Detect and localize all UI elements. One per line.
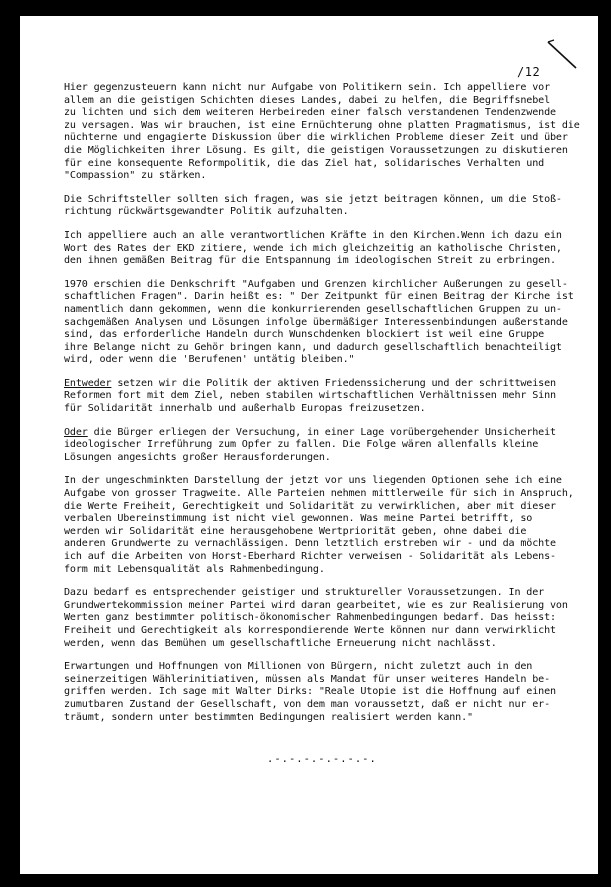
text-line: Wort des Rates der EKD zitiere, wende ich mich gleichzeitig an katholische Christen, xyxy=(64,242,562,254)
text-line: ideologischer Irreführung zum Opfer zu fallen. Die Folge wären allenfalls kleine xyxy=(64,439,539,451)
paragraph xyxy=(64,427,582,465)
text-line: werden wir Solidarität eine herausgehobene Wertpriorität geben, ohne dabei die xyxy=(64,525,527,537)
paragraph xyxy=(64,194,582,219)
text-line: für Solidarität innerhalb und außerhalb Europas freizusetzen. xyxy=(64,403,426,415)
paragraph xyxy=(64,661,582,724)
text-line: 1970 erschien die Denkschrift "Aufgaben und Grenzen kirchlicher Äußerungen zu gesell- xyxy=(64,278,568,290)
text-line: Ich appelliere auch an alle verantwortlichen Kräfte in den Kirchen.Wenn ich dazu ein xyxy=(64,229,562,241)
text-line: sachgemäßen Analysen und Lösungen infolge übermäßiger Interessenbindungen außerstande xyxy=(64,316,568,328)
text-line: Dazu bedarf es entsprechender geistiger und struktureller Voraussetzungen. In der xyxy=(64,587,545,599)
text-line: Freiheit und Gerechtigkeit als korrespondierende Werte können nur dann verwirklicht xyxy=(64,624,556,636)
text-line: Hier gegenzusteuern kann nicht nur Aufgabe von Politikern sein. Ich appelliere vor xyxy=(64,82,551,93)
text-line: namentlich dann gekommen, wenn die konkurrierenden gesellschaftlichen Gruppen zu un- xyxy=(64,303,562,315)
text-line: ihre Belange nicht zu Gehör bringen kann, und dadurch gesellschaftlich benachteiligt xyxy=(64,341,562,353)
text-line: anderen Grundwerte zu vernachlässigen. Denn letztlich erstreben wir - und da möchte xyxy=(64,538,556,550)
text-line: den ihnen gemäßen Beitrag für die Entspannung im ideologischen Streit zu erbringen. xyxy=(64,255,556,267)
end-divider: .-.-.-.-.-.-.-. xyxy=(267,753,377,765)
underlined-lead-word: Oder xyxy=(64,426,88,438)
text-line: werden, wenn das Bemühen um gesellschaftliche Erneuerung nicht nachlässt. xyxy=(64,637,497,649)
text-line: verbalen Übereinstimmung ist nicht viel gewonnen. Was meine Partei betrifft, so xyxy=(64,513,533,525)
text-line: schaftlichen Fragen". Darin heißt es: " Der Zeitpunkt für einen Beitrag der Kirche ist xyxy=(64,291,574,303)
text-line: die Möglichkeiten ihrer Lösung. Es gilt, die geistigen Voraussetzungen zu diskutieren xyxy=(64,144,568,156)
text-line: griffen werden. Ich sage mit Walter Dirks: "Reale Utopie ist die Hoffnung auf einen xyxy=(64,686,556,698)
text-line: "Compassion" zu stärken. xyxy=(64,170,207,182)
text-line: zumutbaren Zustand der Gesellschaft, von dem man voraussetzt, daß er nicht nur er- xyxy=(64,698,551,710)
text-line-rest: setzen wir die Politik der aktiven Friedenssicherung und der schrittweisen xyxy=(111,377,556,389)
text-line: allem an die geistigen Schichten dieses Landes, dabei zu helfen, die Begriffsnebel xyxy=(64,94,551,106)
text-line: die Werte Freiheit, Gerechtigkeit und Solidarität zu verwirklichen, aber mit dieser xyxy=(64,500,556,512)
underlined-lead-word: Entweder xyxy=(64,377,112,389)
text-line: Reformen fort mit dem Ziel, neben stabilen wirtschaftlichen Verhältnissen mehr Sinn xyxy=(64,390,556,402)
text-line: zu lichten und sich dem weiteren Herbeireden einer falsch verstandenen Tendenzwende xyxy=(64,107,556,119)
text-line: Aufgabe von grosser Tragweite. Alle Parteien nehmen mittlerweile für sich in Anspruch, xyxy=(64,488,574,500)
paragraph xyxy=(64,587,582,650)
text-line: form mit Lebensqualität als Rahmenbedingung. xyxy=(64,563,325,575)
text-line-rest: die Bürger erliegen der Versuchung, in einer Lage vorübergehender Unsicherheit xyxy=(87,426,556,438)
paragraph xyxy=(64,378,582,416)
paragraph xyxy=(64,279,582,367)
text-line: seinerzeitigen Wählerinitiativen, müssen als Mandat für unser weiteres Handeln be- xyxy=(64,673,551,685)
text-line: ich auf die Arbeiten von Horst-Eberhard Richter verweisen - Solidarität als Lebens- xyxy=(64,551,556,562)
text-line: Lösungen angesichts großer Herausforderungen. xyxy=(64,451,331,463)
text-line: zu versagen. Was wir brauchen, ist eine Ernüchterung ohne platten Pragmatismus, ist die xyxy=(64,119,580,131)
text-line: träumt, sondern unter bestimmten Bedingungen realisiert werden kann." xyxy=(64,711,473,723)
document-page xyxy=(20,16,598,874)
text-line: Werten ganz bestimmter politisch-ökonomischer Rahmenbedingungen bedarf. Das heisst: xyxy=(64,612,556,624)
text-line: Erwartungen und Hoffnungen von Millionen von Bürgern, nicht zuletzt auch in den xyxy=(64,661,533,673)
text-line: sind, das erforderliche Handeln durch Wunschdenken blockiert ist weil eine Gruppe xyxy=(64,329,545,341)
text-line: richtung rückwärtsgewandter Politik aufzuhalten. xyxy=(64,206,349,218)
page-number: /12 xyxy=(517,65,541,79)
paragraph xyxy=(64,475,582,576)
text-line xyxy=(64,427,582,440)
text-line xyxy=(64,378,582,391)
paragraph xyxy=(64,230,582,268)
text-line: wird, oder wenn die 'Berufenen' untätig bleiben." xyxy=(64,354,355,366)
text-line: Grundwertekommission meiner Partei wird daran gearbeitet, wie es zur Realisierung von xyxy=(64,599,568,611)
text-line: nüchterne und engagierte Diskussion über die wirklichen Probleme dieser Zeit und über xyxy=(64,132,568,144)
text-line: Die Schriftsteller sollten sich fragen, was sie jetzt beitragen können, um die Stoß- xyxy=(64,193,562,205)
paragraph xyxy=(64,82,582,183)
document-body xyxy=(64,82,582,735)
text-line: In der ungeschminkten Darstellung der jetzt vor uns liegenden Optionen sehe ich eine xyxy=(64,475,562,487)
text-line: für eine konsequente Reformpolitik, die das Ziel hat, solidarisches Verhalten und xyxy=(64,157,545,169)
corner-slash-mark xyxy=(546,38,580,72)
